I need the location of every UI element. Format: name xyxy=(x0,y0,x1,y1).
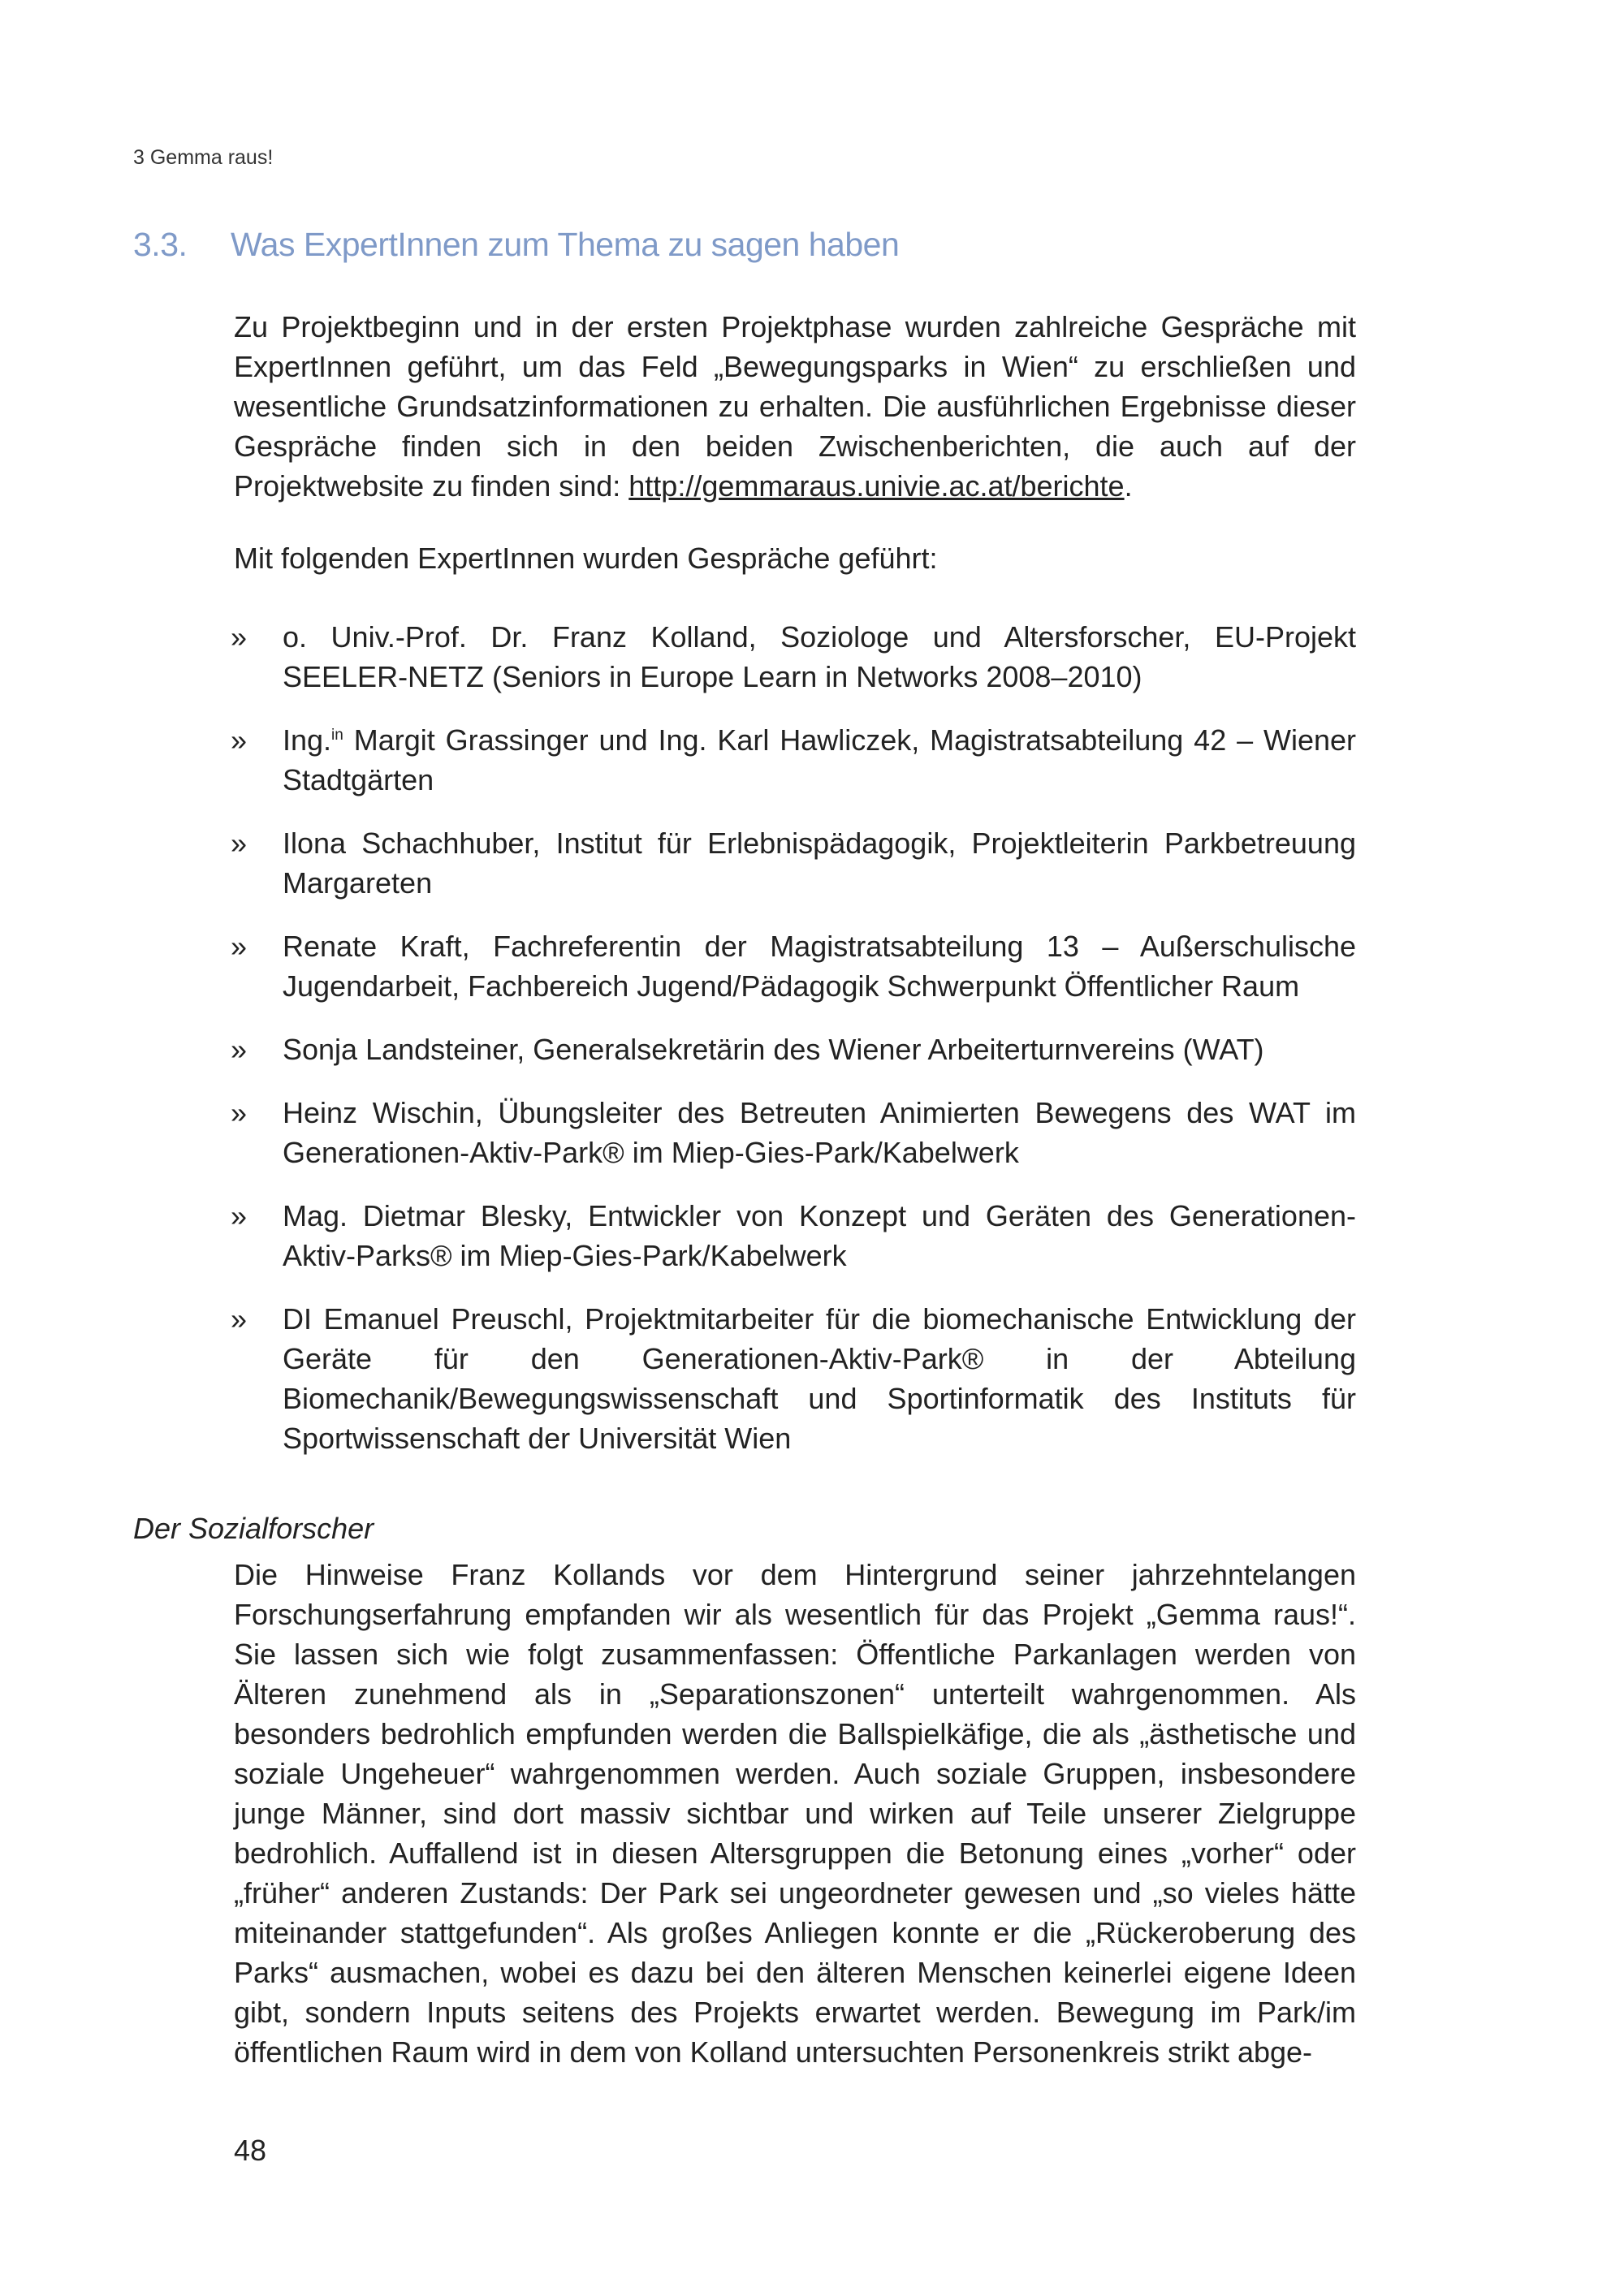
bullet-icon: » xyxy=(231,1033,248,1066)
intro-text: Zu Projektbeginn und in der ersten Projektphase wurden zahlreiche Gespräche mit ExpertInnen geführt, um das Feld „Bewegungsparks in Wien“ zu erschließen und wesentliche Grundsatzinformationen zu erhalten. Die ausführlichen Ergebnisse dieser Gespräche finden sich in den beiden Zwischenberichten, die auch auf der Projektwebsite zu finden sind: xyxy=(234,310,1356,503)
list-item xyxy=(227,1196,1356,1275)
list-item xyxy=(227,1299,1356,1458)
list-item-text: Margit Grassinger und Ing. Karl Hawliczek, Magistratsabteilung 42 – Wiener Stadtgärten xyxy=(283,723,1356,796)
bullet-icon: » xyxy=(231,1199,248,1232)
page-number: 48 xyxy=(234,2134,267,2167)
list-item xyxy=(227,823,1356,903)
experts-intro-paragraph: Mit folgenden ExpertInnen wurden Gespräche geführt: xyxy=(234,542,938,575)
list-item xyxy=(227,617,1356,697)
section-title: Was ExpertInnen zum Thema zu sagen haben xyxy=(231,226,900,263)
list-item-text: o. Univ.-Prof. Dr. Franz Kolland, Soziologe und Altersforscher, EU-Projekt SEELER-NETZ (Seniors in Europe Learn in Networks 2008–2010) xyxy=(283,620,1356,693)
list-item-text: Heinz Wischin, Übungsleiter des Betreuten Animierten Bewegens des WAT im Generationen-Aktiv-Park® im Miep-Gies-Park/Kabelwerk xyxy=(283,1096,1356,1169)
list-item-text: Sonja Landsteiner, Generalsekretärin des Wiener Arbeiterturnvereins (WAT) xyxy=(283,1033,1264,1066)
list-item-superscript: in xyxy=(331,727,343,744)
intro-paragraph xyxy=(234,307,1356,506)
list-item xyxy=(227,1029,1356,1069)
list-item xyxy=(227,926,1356,1006)
subheading: Der Sozialforscher xyxy=(133,1512,374,1545)
section-heading xyxy=(133,226,899,264)
bullet-icon: » xyxy=(231,1096,248,1129)
running-head: 3 Gemma raus! xyxy=(133,146,274,169)
kolland-paragraph: Die Hinweise Franz Kollands vor dem Hintergrund seiner jahrzehntelangen Forschungserfahrung empfanden wir als wesentlich für das Projekt „Gemma raus!“. Sie lassen sich wie folgt zusammenfassen: Öffentliche Parkanlagen werden von Älteren zunehmend als in „Separationszonen“ unterteilt wahrgenommen. Als besonders bedrohlich empfunden werden die Ballspielkäfige, die als „ästhetische und soziale Ungeheuer“ wahrgenommen werden. Auch soziale Gruppen, insbesondere junge Männer, sind dort massiv sichtbar und wirken auf Teile unserer Zielgruppe bedrohlich. Auffallend ist in diesen Altersgruppen die Betonung eines „vorher“ oder „früher“ anderen Zustands: Der Park sei ungeordneter gewesen und „so vieles hätte miteinander stattgefunden“. Als großes Anliegen konnte er die „Rückeroberung des Parks“ ausmachen, wobei es dazu bei den älteren Menschen keinerlei eigene Ideen gibt, sondern Inputs seitens des Projekts erwartet werden. Bewegung im Park/im öffentlichen Raum wird in dem von Kolland untersuchten Personenkreis strikt abge- xyxy=(234,1558,1356,2069)
list-item-prefix: Ing. xyxy=(283,723,332,757)
list-item xyxy=(227,1093,1356,1172)
experts-list xyxy=(227,617,1356,1482)
intro-text-end: . xyxy=(1124,469,1133,503)
bullet-icon: » xyxy=(231,723,248,757)
list-item-text: DI Emanuel Preuschl, Projektmitarbeiter für die biomechanische Entwicklung der Geräte für den Generationen-Aktiv-Park® in der Abteilung Biomechanik/Bewegungswissenschaft und Sportinformatik des Instituts für Sportwissenschaft der Universität Wien xyxy=(283,1302,1356,1455)
list-item xyxy=(227,720,1356,800)
list-item-text: Renate Kraft, Fachreferentin der Magistratsabteilung 13 – Außerschulische Jugendarbeit, Fachbereich Jugend/Pädagogik Schwerpunkt Öffentlicher Raum xyxy=(283,930,1356,1003)
bullet-icon: » xyxy=(231,826,248,860)
section-number: 3.3. xyxy=(133,226,188,263)
bullet-icon: » xyxy=(231,620,248,654)
bullet-icon: » xyxy=(231,930,248,963)
berichte-link[interactable]: http://gemmaraus.univie.ac.at/berichte xyxy=(628,469,1125,503)
list-item-text: Mag. Dietmar Blesky, Entwickler von Konzept und Geräten des Generationen-Aktiv-Parks® im Miep-Gies-Park/Kabelwerk xyxy=(283,1199,1356,1272)
bullet-icon: » xyxy=(231,1302,248,1336)
list-item-text: Ilona Schachhuber, Institut für Erlebnispädagogik, Projektleiterin Parkbetreuung Margareten xyxy=(283,826,1356,900)
